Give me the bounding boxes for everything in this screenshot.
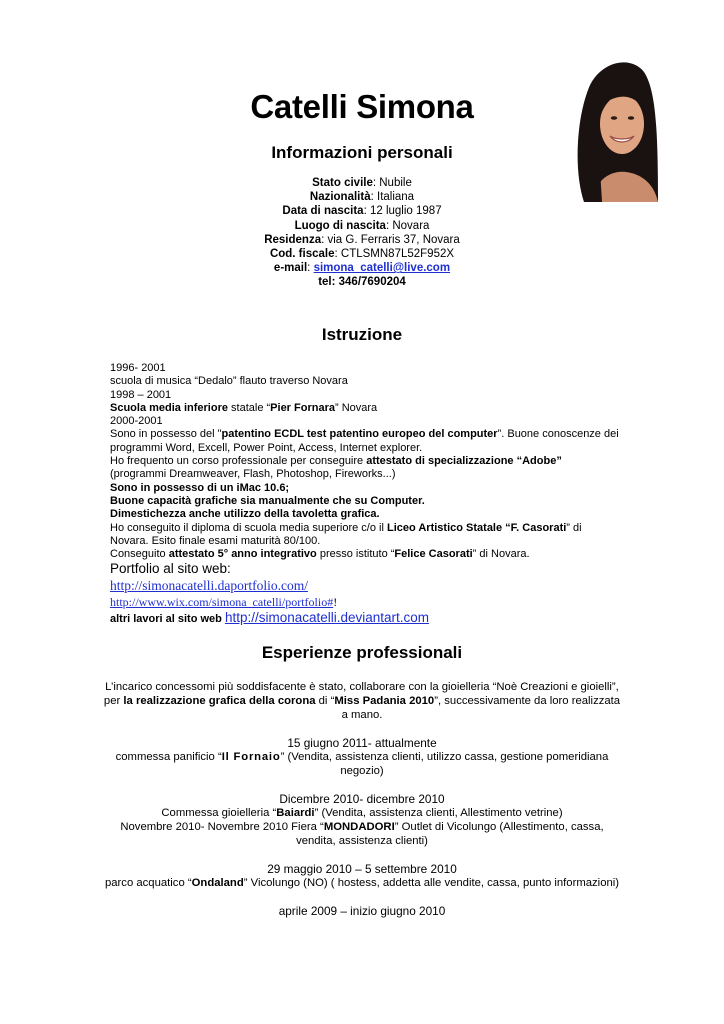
portfolio-link-daportfolio[interactable]: http://simonacatelli.daportfolio.com/ <box>110 578 308 594</box>
edu-line: Sono in possesso di un iMac 10.6; <box>110 481 290 494</box>
edu-line: Scuola media inferiore statale “Pier Fornara” Novara <box>110 401 378 414</box>
personal-info-heading: Informazioni personali <box>271 143 453 162</box>
job-description: commessa panificio “Il Fornaio” (Vendita, assistenza clienti, utilizzo cassa, gestione pomeridiana negozio) <box>115 751 609 777</box>
deviantart-link[interactable]: http://simonacatelli.deviantart.com <box>224 610 430 626</box>
portfolio-link-wix[interactable]: http://www.wix.com/simona_catelli/portfolio# <box>110 595 334 610</box>
education-heading: Istruzione <box>321 325 403 344</box>
job-date: 15 giugno 2011- attualmente <box>287 736 437 750</box>
field-marital-status: Stato civile: Nubile <box>312 177 412 189</box>
experience-heading: Esperienze professionali <box>261 643 463 662</box>
portfolio-label: Portfolio al sito web: <box>110 561 231 577</box>
edu-line: 1998 – 2001 <box>110 388 172 401</box>
edu-line: scuola di musica “Dedalo” flauto traverso Novara <box>110 375 348 388</box>
edu-line: Ho frequento un corso professionale per conseguire attestato di specializzazione “Adobe” <box>110 455 562 468</box>
edu-line: 2000-2001 <box>110 415 163 428</box>
field-birth-place: Luogo di nascita: Novara <box>294 219 430 232</box>
email-link[interactable]: simona_catelli@live.com <box>313 262 451 275</box>
job-description: Commessa gioielleria “Baiardi” (Vendita, assistenza clienti, Allestimento vetrine) <box>161 807 563 819</box>
field-birth-date: Data di nascita: 12 luglio 1987 <box>282 205 442 218</box>
personal-info <box>0 176 724 290</box>
cv-name: Catelli Simona <box>250 88 474 125</box>
field-tel: tel: 346/7690204 <box>318 276 406 289</box>
job-description: Novembre 2010- Novembre 2010 Fiera “MONDADORI” Outlet di Vicolungo (Allestimento, cassa, vendita, assistenza clienti) <box>120 821 604 847</box>
other-works-line: altri lavori al sito web http://simonacatelli.deviantart.com <box>110 610 430 626</box>
edu-line: Dimestichezza anche utilizzo della tavoletta grafica. <box>110 508 380 521</box>
edu-line: Buone capacità grafiche sia manualmente che su Computer. <box>110 494 425 507</box>
edu-line: Ho conseguito il diploma di scuola media superiore c/o il Liceo Artistico Statale “F. Casorati” di Novara. Esito finale esami maturità 80/100. <box>110 521 582 547</box>
field-tax-code: Cod. fiscale: CTLSMN87L52F952X <box>269 248 455 261</box>
experience-section <box>100 680 624 918</box>
edu-line: Conseguito attestato 5° anno integrativo presso istituto “Felice Casorati” di Novara. <box>110 548 530 561</box>
job-description: parco acquatico “Ondaland” Vicolungo (NO) ( hostess, addetta alle vendite, cassa, punto informazioni) <box>104 877 620 889</box>
experience-intro: L’incarico concessomi più soddisfacente è stato, collaborare con la gioielleria “Noè Creazioni e gioielli”, per la realizzazione grafica della corona di “Miss Padania 2010”, successivamente da loro realizzata a mano. <box>103 681 621 721</box>
job-date: Dicembre 2010- dicembre 2010 <box>279 792 445 806</box>
job-date: 29 maggio 2010 – 5 settembre 2010 <box>267 862 457 876</box>
portfolio-link-row: http://www.wix.com/simona_catelli/portfolio#! <box>110 595 338 610</box>
portfolio-link-row <box>110 577 620 594</box>
field-email: e-mail: simona_catelli@live.com <box>273 262 451 275</box>
field-nationality: Nazionalità: Italiana <box>309 191 415 204</box>
edu-line: (programmi Dreamweaver, Flash, Photoshop, Fireworks...) <box>110 468 396 481</box>
edu-line: 1996- 2001 <box>110 362 166 374</box>
field-residence: Residenza: via G. Ferraris 37, Novara <box>264 233 460 246</box>
edu-line: Sono in possesso del "patentino ECDL test patentino europeo del computer”. Buone conoscenze dei programmi Word, Excell, Power Point, Access, Internet explorer. <box>110 428 619 454</box>
job-date: aprile 2009 – inizio giugno 2010 <box>278 904 446 918</box>
education-section <box>110 362 620 627</box>
